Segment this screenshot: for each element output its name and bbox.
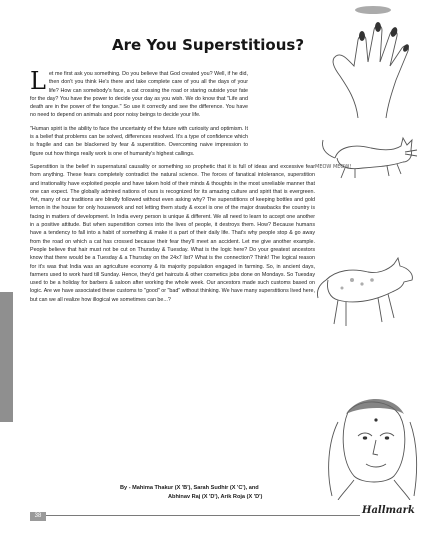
sketch-caption: MEOW MEOW! (315, 164, 352, 170)
hyena-sketch-icon (312, 250, 422, 332)
byline-line-2: Abhinav Raj (X 'D'), Arik Roja (X 'D') (168, 494, 263, 500)
page-number: 38 (30, 512, 46, 521)
page-title: Are You Superstitious? (112, 36, 305, 54)
paragraph-1-text: et me first ask you something. Do you believe that God created you? Well, if he did, then don't you think He's there and take complete care of you all the days of your life? How can somebody's face, a cat crossing the road or staring outside your fate for the day? You have the power to decide your day as you wish. We do know that "Life and death are in the power of the tongue." So use it correctly and see the difference. You have no need to depend on animals and poor noisy beings to decide your life. (30, 71, 248, 119)
side-tab-bar (0, 292, 13, 422)
paragraph-3: Superstition is the belief in supernatural causality or something so prophetic that it is full of ideas and excessive fear from anything. These fears completely contradict the natural science. The forces of fanatical intolerance, superstition and irrationality have exploited people and have taken hold of their minds & thoughts in the most unreliable manner that one can expect. The globally admired nations of ours is recognized for its amazing culture and spirit that is evergreen. Yet, many of our traditions are blindly followed without even asking why? The superstitions of keeping bottles and gold lemon in the house for only housework and not letting them study & excel is one of the major drawbacks the country is facing in matters of development. In India every person is unique & different. We all need to learn to accept one another in a positive attitude. But when superstition comes into the lives of people, it destroys them. How? Because humans have a tendency to fall into a habit of something & make it a part of their daily life. That's why people stop & go away from the road on which a cat has crossed because their fear they'll meet an accident. Let me give another example. People believe that hair must not be cut on Thursday & Tuesday. What is the logic here? Do your greatest ancestors know that there would be a Tuesday & a Thursday on the 24x7 list? What is the connection? Think! The logical reason for it's was that India was an agriculture economy & its majority population engaged in farming. So, in ancient days, farmers used to work hard till Sunday. Hence, they'd get haircuts & other cosmetics jobs done on Mondays. So Tuesday used to be a holiday for barbers & saloon after working the whole week. Our ancestors made such customs based on logic. Are we have associated these customs to "good" or "bad" without thinking. We have many superstitions lived here, but can we all realize how illogical we sometimes can be...? (30, 163, 315, 303)
byline (120, 484, 335, 502)
byline-line-1: By - Mahima Thakur (X 'B'), Sarah Sudhir (X 'C'), and (120, 485, 259, 491)
footer-rule (30, 515, 360, 516)
hand-sketch-icon (318, 0, 422, 120)
paragraph-2: "Human spirit is the ability to face the uncertainty of the future with curiosity and optimism. It is a belief that problems can be solved, differences resolved. It's a type of confidence which is fragile and can be blackened by fear & superstition. Overcoming naive impression to figure out how things really work is one of humanity's highest callings. (30, 125, 248, 157)
article-body (30, 67, 315, 309)
drop-cap: L (30, 67, 46, 95)
cat-sketch-icon (315, 118, 421, 184)
paragraph-1 (30, 67, 248, 120)
brand-logo: Hallmark (362, 505, 415, 516)
